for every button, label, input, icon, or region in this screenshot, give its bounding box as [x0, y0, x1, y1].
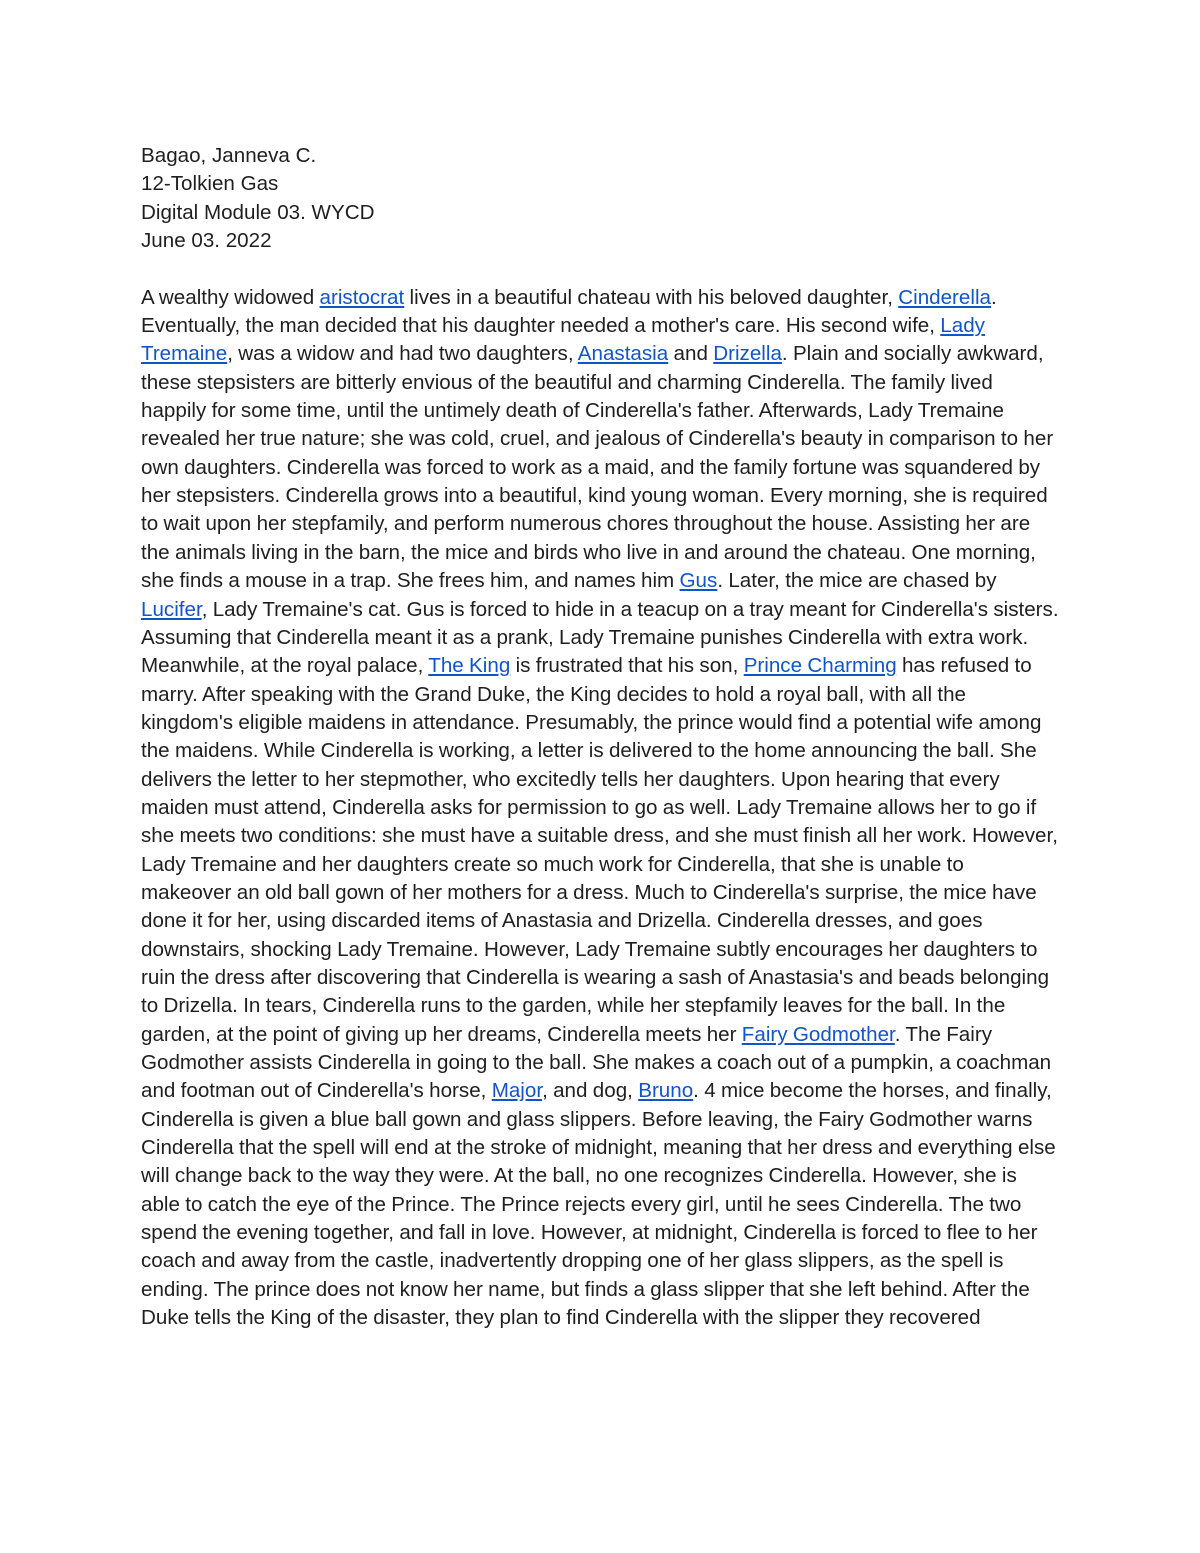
submission-date: June 03. 2022 — [141, 229, 272, 253]
story-paragraph — [141, 284, 1059, 1333]
link-lady-tremaine[interactable]: Lady Tremaine — [141, 314, 985, 366]
link-cinderella[interactable]: Cinderella — [898, 285, 991, 309]
text-run: . 4 mice become the horses, and finally, Cinderella is given a blue ball gown and glass slippers. Before leaving, the Fairy Godmother warns Cinderella that the spell will end at the stroke of midnight, meaning that her dress and everything else will change back to the way they were. At the ball, no one recognizes Cinderella. However, she is able to catch the eye of the Prince. The Prince rejects every girl, until he sees Cinderella. The two spend the evening together, and fall in love. However, at midnight, Cinderella is forced to flee to her coach and away from the castle, inadvertently dropping one of her glass slippers, as the spell is ending. The prince does not know her name, but finds a glass slipper that she left behind. After the Duke tells the King of the disaster, they plan to find Cinderella with the slipper they recovered — [141, 1079, 1056, 1330]
student-name: Bagao, Janneva C. — [141, 144, 317, 167]
link-drizella[interactable]: Drizella — [713, 342, 782, 366]
text-run: has refused to marry. After speaking with the Grand Duke, the King decides to hold a royal ball, with all the kingdom's eligible maidens in attendance. Presumably, the prince would find a potential wife among the maidens. While Cinderella is working, a letter is delivered to the home announcing the ball. She delivers the letter to her stepmother, who excitedly tells her daughters. Upon hearing that every maiden must attend, Cinderella asks for permission to go as well. Lady Tremaine allows her to go if she meets two conditions: she must have a suitable dress, and she must finish all her work. However, Lady Tremaine and her daughters create so much work for Cinderella, that she is unable to makeover an old ball gown of her mothers for a dress. Much to Cinderella's surprise, the mice have done it for her, using discarded items of Anastasia and Drizella. Cinderella dresses, and goes downstairs, shocking Lady Tremaine. However, Lady Tremaine subtly encourages her daughters to ruin the dress after discovering that Cinderella is wearing a sash of Anastasia's and beads belonging to Drizella. In tears, Cinderella runs to the garden, while her stepfamily leaves for the ball. In the garden, at the point of giving up her dreams, Cinderella meets her — [141, 654, 1058, 1046]
link-bruno[interactable]: Bruno — [638, 1079, 694, 1103]
text-run: . Later, the mice are chased by — [717, 569, 997, 593]
link-prince-charming[interactable]: Prince Charming — [743, 654, 897, 678]
text-run: . Plain and socially awkward, these stepsisters are bitterly envious of the beautiful and charming Cinderella. The family lived happily for some time, until the untimely death of Cinderella's father. Afterwards, Lady Tremaine revealed her true nature; she was cold, cruel, and jealous of Cinderella's beauty in comparison to her own daughters. Cinderella was forced to work as a maid, and the family fortune was squandered by her stepsisters. Cinderella grows into a beautiful, kind young woman. Every morning, she is required to wait upon her stepfamily, and perform numerous chores throughout the house. Assisting her are the animals living in the barn, the mice and birds who live in and around the chateau. One morning, she finds a mouse in a trap. She frees him, and names him — [141, 342, 1054, 593]
link-major[interactable]: Major — [491, 1079, 543, 1103]
text-run: , Lady Tremaine's cat. Gus is forced to hide in a teacup on a tray meant for Cinderella's sisters. Assuming that Cinderella meant it as a prank, Lady Tremaine punishes Cinderella with extra work. Meanwhile, at the royal palace, — [141, 597, 1059, 678]
text-run: lives in a beautiful chateau with his beloved daughter, — [404, 285, 899, 309]
text-run: , was a widow and had two daughters, — [227, 342, 578, 366]
text-run: . The Fairy Godmother assists Cinderella in going to the ball. She makes a coach out of a pumpkin, a coachman and footman out of Cinderella's horse, — [141, 1022, 1052, 1103]
text-run: is frustrated that his son, — [510, 654, 744, 678]
text-run: A wealthy widowed — [141, 285, 320, 309]
link-fairy-godmother[interactable]: Fairy Godmother — [741, 1022, 895, 1046]
module-title: Digital Module 03. WYCD — [141, 200, 375, 224]
text-run: , and dog, — [542, 1079, 639, 1103]
student-header — [141, 142, 1059, 255]
link-aristocrat[interactable]: aristocrat — [319, 285, 405, 309]
student-section: 12-Tolkien Gas — [141, 172, 279, 196]
link-lucifer[interactable]: Lucifer — [141, 597, 202, 621]
link-the-king[interactable]: The King — [428, 654, 511, 678]
text-run: . Eventually, the man decided that his daughter needed a mother's care. His second wife, — [141, 285, 997, 338]
document-page — [141, 142, 1059, 1332]
text-run: and — [668, 342, 714, 366]
link-gus[interactable]: Gus — [679, 569, 718, 593]
link-anastasia[interactable]: Anastasia — [577, 342, 669, 366]
